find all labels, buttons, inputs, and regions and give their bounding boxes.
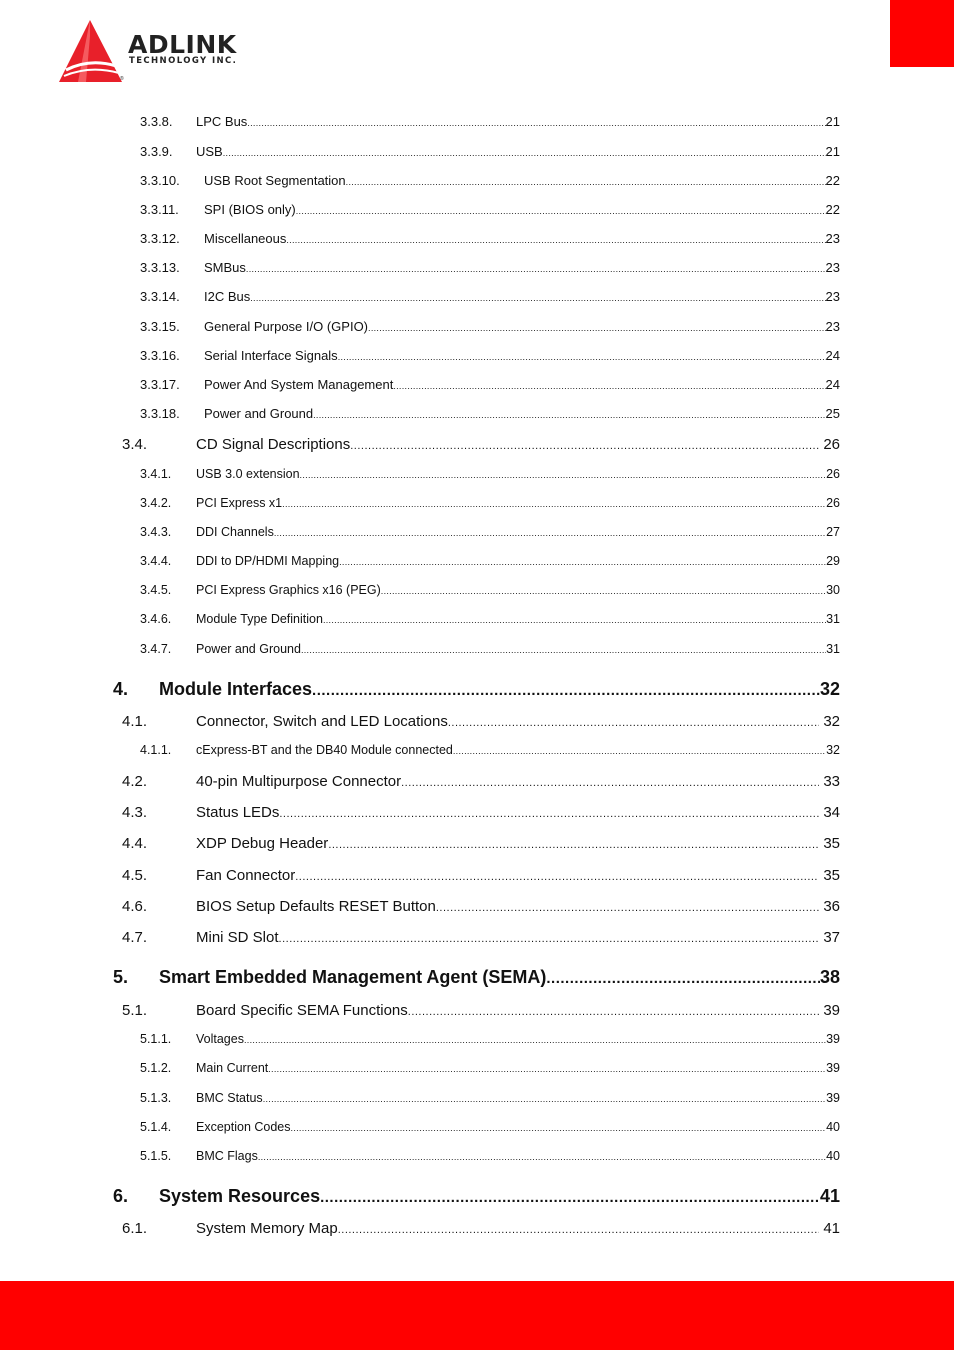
toc-page: 21 <box>825 144 840 159</box>
toc-page: 29 <box>826 554 840 568</box>
toc-leader <box>295 871 819 883</box>
toc-title: DDI to DP/HDMI Mapping <box>196 554 340 568</box>
toc-leader <box>436 902 819 914</box>
toc-leader <box>301 645 826 655</box>
toc-leader <box>381 586 826 596</box>
toc-entry[interactable] <box>122 804 840 821</box>
toc-leader <box>368 323 826 333</box>
toc-leader <box>350 440 819 452</box>
toc-number: 3.3.14. <box>140 289 180 304</box>
toc-entry[interactable] <box>140 1149 840 1163</box>
toc-entry[interactable] <box>140 642 840 656</box>
toc-page: 39 <box>826 1032 840 1046</box>
toc-entry[interactable] <box>140 202 840 217</box>
toc-leader <box>268 1064 826 1074</box>
toc-page: 32 <box>826 743 840 757</box>
toc-page: 23 <box>825 289 840 304</box>
toc-number: 4.3. <box>122 804 148 821</box>
toc-leader <box>546 970 820 987</box>
toc-entry[interactable] <box>140 1061 840 1075</box>
toc-number: 4.4. <box>122 835 148 852</box>
toc-entry[interactable] <box>140 467 840 481</box>
toc-page: 38 <box>819 967 840 987</box>
toc-number: 3.4.2. <box>140 496 172 510</box>
toc-page: 35 <box>823 867 840 884</box>
toc-title: SPI (BIOS only) <box>204 202 296 217</box>
toc-page: 33 <box>823 773 840 790</box>
toc-number: 3.3.13. <box>140 260 180 275</box>
toc-entry[interactable] <box>140 260 840 275</box>
toc-page: 32 <box>823 713 840 730</box>
toc-number: 3.3.18. <box>140 406 180 421</box>
toc-page: 24 <box>825 348 840 363</box>
toc-leader <box>320 1189 820 1206</box>
toc-leader <box>291 1123 827 1133</box>
toc-page: 23 <box>825 260 840 275</box>
toc-page: 26 <box>826 496 840 510</box>
toc-number: 3.3.9. <box>140 144 173 159</box>
toc-number: 4. <box>113 679 129 699</box>
toc-title: Power and Ground <box>204 406 314 421</box>
toc-number: 3.3.12. <box>140 231 180 246</box>
toc-entry[interactable] <box>122 898 840 915</box>
toc-title: General Purpose I/O (GPIO) <box>204 319 369 334</box>
toc-leader <box>328 839 819 851</box>
toc-number: 4.2. <box>122 773 148 790</box>
toc-number: 3.4.3. <box>140 525 172 539</box>
toc-number: 3.3.16. <box>140 348 180 363</box>
toc-title: I2C Bus <box>204 289 251 304</box>
toc-number: 3.3.8. <box>140 114 173 129</box>
toc-title: Miscellaneous <box>204 231 287 246</box>
toc-title: Fan Connector <box>196 867 296 884</box>
toc-title: USB 3.0 extension <box>196 467 300 481</box>
toc-leader <box>258 1152 826 1162</box>
toc-page: 23 <box>825 231 840 246</box>
toc-page: 22 <box>825 173 840 188</box>
toc-page: 30 <box>826 583 840 597</box>
toc-title: Power and Ground <box>196 642 301 656</box>
toc-page: 26 <box>823 436 840 453</box>
toc-entry[interactable] <box>122 713 840 730</box>
toc-number: 4.5. <box>122 867 148 884</box>
toc-title: BIOS Setup Defaults RESET Button <box>196 898 436 915</box>
toc-entry[interactable] <box>122 436 840 453</box>
toc-page: 26 <box>826 467 840 481</box>
toc-number: 5.1.1. <box>140 1032 172 1046</box>
toc-page: 31 <box>826 642 840 656</box>
toc-title: Status LEDs <box>196 804 280 821</box>
toc-entry[interactable] <box>140 406 840 421</box>
toc-number: 3.4.4. <box>140 554 172 568</box>
toc-leader <box>401 777 819 789</box>
toc-entry[interactable] <box>140 348 840 363</box>
toc-entry[interactable] <box>113 679 840 700</box>
toc-entry[interactable] <box>140 173 840 188</box>
toc-entry[interactable] <box>122 773 840 790</box>
toc-leader <box>250 293 825 303</box>
toc-title: LPC Bus <box>196 114 248 129</box>
toc-title: BMC Flags <box>196 1149 258 1163</box>
toc-title: PCI Express x1 <box>196 496 283 510</box>
toc-leader <box>346 177 826 187</box>
toc-leader <box>313 410 825 420</box>
toc-page: 25 <box>825 406 840 421</box>
toc-page: 39 <box>826 1061 840 1075</box>
toc-title: System Memory Map <box>196 1220 338 1237</box>
toc-page: 40 <box>826 1120 840 1134</box>
toc-number: 4.1. <box>122 713 148 730</box>
toc-entry[interactable] <box>140 289 840 304</box>
toc-number: 5. <box>113 967 129 987</box>
toc-entry[interactable] <box>140 496 840 510</box>
toc-entry[interactable] <box>140 554 840 568</box>
toc-title: DDI Channels <box>196 525 274 539</box>
toc-leader <box>263 1094 826 1104</box>
toc-title: Board Specific SEMA Functions <box>196 1002 408 1019</box>
toc-number: 3.3.15. <box>140 319 180 334</box>
toc-page: 37 <box>823 929 840 946</box>
footer-red-bar <box>0 1281 954 1350</box>
toc-title: BMC Status <box>196 1091 263 1105</box>
toc-page: 40 <box>826 1149 840 1163</box>
toc-leader <box>247 118 825 128</box>
toc-leader <box>279 808 819 820</box>
toc-entry[interactable] <box>140 231 840 246</box>
toc-page: 27 <box>826 525 840 539</box>
toc-entry[interactable] <box>122 835 840 852</box>
toc-page: 41 <box>819 1186 840 1206</box>
toc-leader <box>393 381 825 391</box>
toc-title: Module Type Definition <box>196 612 323 626</box>
toc-title: Connector, Switch and LED Locations <box>196 713 448 730</box>
toc-entry[interactable] <box>140 377 840 392</box>
toc-entry[interactable] <box>113 1186 840 1207</box>
toc-page: 23 <box>825 319 840 334</box>
toc-leader <box>223 148 826 158</box>
toc-page: 24 <box>825 377 840 392</box>
toc-leader <box>300 470 827 480</box>
toc-number: 4.7. <box>122 929 148 946</box>
toc-entry[interactable] <box>140 1091 840 1105</box>
toc-number: 3.3.10. <box>140 173 180 188</box>
toc-page: 21 <box>825 114 840 129</box>
toc-leader <box>453 746 826 756</box>
toc-number: 3.3.17. <box>140 377 180 392</box>
toc-leader <box>448 717 819 729</box>
toc-title: cExpress-BT and the DB40 Module connected <box>196 743 453 757</box>
toc-number: 4.6. <box>122 898 148 915</box>
registered-mark: ® <box>120 76 124 82</box>
toc-number: 5.1. <box>122 1002 148 1019</box>
toc-number: 3.4.7. <box>140 642 172 656</box>
toc-number: 4.1.1. <box>140 743 172 757</box>
toc-title: CD Signal Descriptions <box>196 436 351 453</box>
toc-entry[interactable] <box>140 1032 840 1046</box>
toc-leader <box>282 499 826 509</box>
toc-entry[interactable] <box>140 743 840 757</box>
toc-page: 39 <box>823 1002 840 1019</box>
toc-leader <box>244 1035 826 1045</box>
toc-entry[interactable] <box>122 1002 840 1019</box>
toc-page: 36 <box>823 898 840 915</box>
toc-page: 34 <box>823 804 840 821</box>
toc-entry[interactable] <box>140 525 840 539</box>
toc-title: Main Current <box>196 1061 269 1075</box>
toc-title: 40-pin Multipurpose Connector <box>196 773 402 790</box>
toc-leader <box>339 557 826 567</box>
toc-entry[interactable] <box>113 967 840 988</box>
toc-number: 5.1.4. <box>140 1120 172 1134</box>
toc-page: 31 <box>826 612 840 626</box>
toc-title: Voltages <box>196 1032 244 1046</box>
toc-entry[interactable] <box>122 929 840 946</box>
toc-page: 22 <box>825 202 840 217</box>
toc-title: Power And System Management <box>204 377 394 392</box>
toc-leader <box>338 1224 820 1236</box>
toc-entry[interactable] <box>140 114 840 129</box>
toc-title: Module Interfaces <box>159 679 313 699</box>
toc-entry[interactable] <box>122 867 840 884</box>
toc-title: XDP Debug Header <box>196 835 329 852</box>
toc-title: Mini SD Slot <box>196 929 279 946</box>
toc-number: 6.1. <box>122 1220 148 1237</box>
toc-number: 3.4.1. <box>140 467 172 481</box>
toc-leader <box>296 206 826 216</box>
toc-entry[interactable] <box>122 1220 840 1237</box>
toc-number: 3.4.5. <box>140 583 172 597</box>
toc-number: 6. <box>113 1186 129 1206</box>
toc-title: SMBus <box>204 260 246 275</box>
toc-number: 3.3.11. <box>140 202 179 217</box>
toc-page: 41 <box>823 1220 840 1237</box>
toc-number: 5.1.3. <box>140 1091 172 1105</box>
toc-leader <box>286 235 825 245</box>
toc-leader <box>279 933 820 945</box>
toc-leader <box>408 1006 820 1018</box>
logo-tagline: TECHNOLOGY INC. <box>129 56 238 66</box>
toc-page: 35 <box>823 835 840 852</box>
toc-leader <box>246 264 826 274</box>
toc-entry[interactable] <box>140 583 840 597</box>
toc-entry[interactable] <box>140 1120 840 1134</box>
toc-title: Serial Interface Signals <box>204 348 338 363</box>
toc-entry[interactable] <box>140 319 840 334</box>
toc-number: 5.1.5. <box>140 1149 172 1163</box>
toc-title: USB <box>196 144 223 159</box>
toc-page: 32 <box>819 679 840 699</box>
toc-entry[interactable] <box>140 144 840 159</box>
toc-title: System Resources <box>159 1186 321 1206</box>
toc-number: 5.1.2. <box>140 1061 172 1075</box>
toc-title: PCI Express Graphics x16 (PEG) <box>196 583 381 597</box>
toc-title: USB Root Segmentation <box>204 173 346 188</box>
toc-title: Exception Codes <box>196 1120 291 1134</box>
toc-title: Smart Embedded Management Agent (SEMA) <box>159 967 547 987</box>
toc-leader <box>274 528 826 538</box>
toc-number: 3.4.6. <box>140 612 172 626</box>
logo-wordmark: ADLINK <box>128 30 237 59</box>
toc-page: 39 <box>826 1091 840 1105</box>
toc-number: 3.4. <box>122 436 148 453</box>
toc-leader <box>312 682 820 699</box>
toc-leader <box>323 615 826 625</box>
toc-entry[interactable] <box>140 612 840 626</box>
toc-leader <box>338 352 826 362</box>
